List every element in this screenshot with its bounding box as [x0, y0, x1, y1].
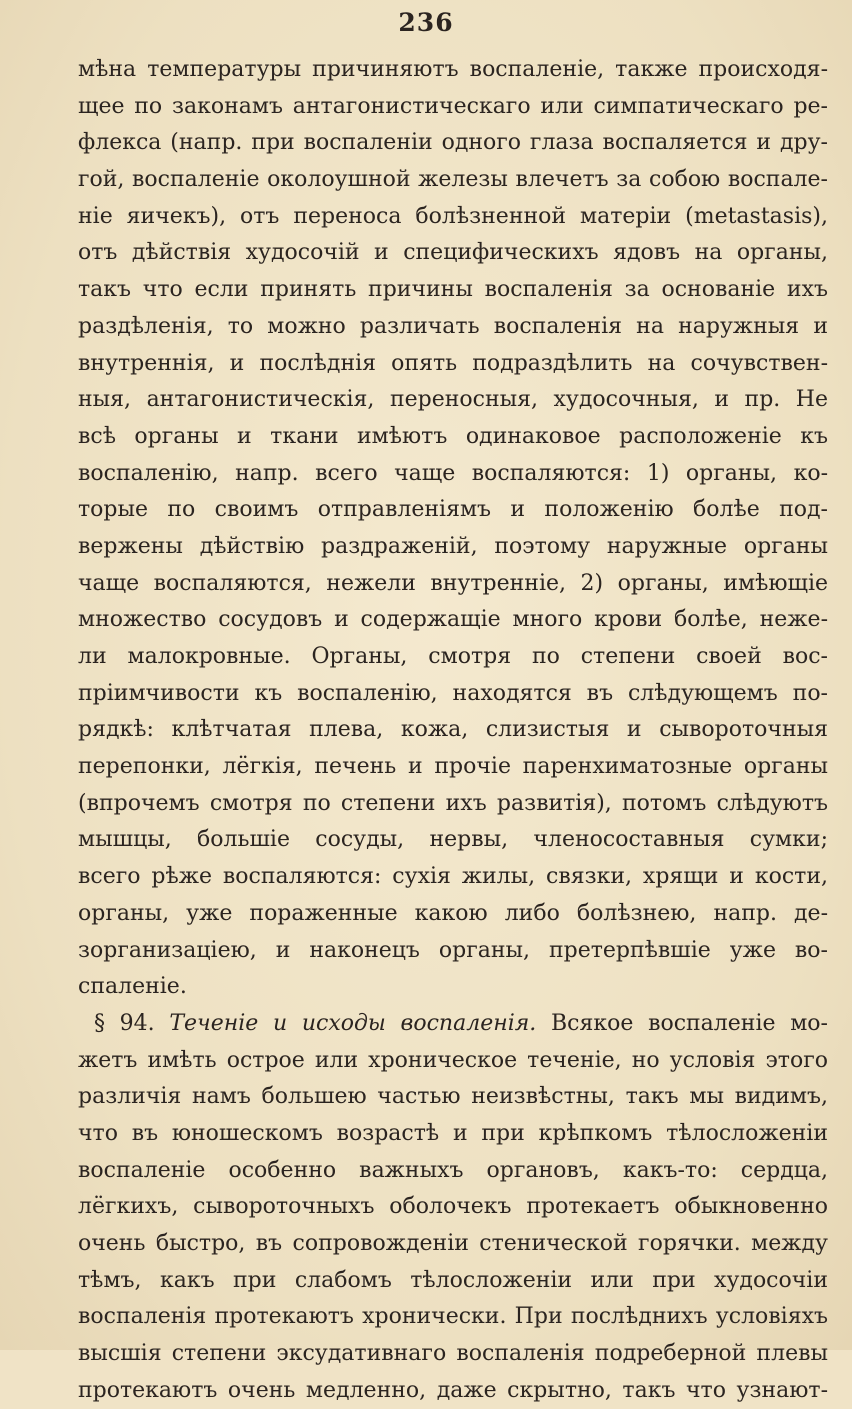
text-line: пріимчивости къ воспаленію, находятся въ слѣдующемъ по- — [78, 680, 828, 706]
text-line: всего рѣже воспаляются: сухія жилы, связки, хрящи и кости, — [78, 864, 828, 890]
text-line: вержены дѣйствію раздраженій, поэтому наружные органы — [78, 533, 828, 559]
section-mark: § 94. — [94, 1010, 155, 1036]
text-line: очень быстро, въ сопровожденіи стенической горячки. между — [78, 1231, 828, 1256]
text-line: органы, уже пораженные какою либо болѣзнею, напр. де- — [78, 900, 828, 926]
section-first-line-text: Всякое воспаленіе мо- — [551, 1010, 828, 1036]
text-line: ли малокровные. Органы, смотря по степени своей вос- — [78, 644, 828, 669]
text-line: что въ юношескомъ возрастѣ и при крѣпкомъ тѣлосложеніи — [78, 1120, 828, 1146]
text-line: спаленіе. — [78, 974, 187, 1000]
text-line: мѣна температуры причиняютъ воспаленіе, также происходя- — [78, 57, 828, 82]
body-text — [78, 52, 828, 1409]
text-line: (впрочемъ смотря по степени ихъ развитія), потомъ слѣдуютъ — [78, 790, 828, 816]
text-line: гой, воспаленіе околоушной железы влечетъ за собою воспале- — [78, 167, 828, 193]
text-line: жетъ имѣть острое или хроническое теченіе, но условія этого — [78, 1047, 828, 1073]
text-line: мышцы, большіе сосуды, нервы, членосоставныя сумки; — [78, 827, 828, 853]
page-number: 236 — [398, 8, 454, 37]
text-line: тѣмъ, какъ при слабомъ тѣлосложеніи или при худосочіи — [78, 1267, 828, 1293]
text-line: воспаленія протекаютъ хронически. При послѣднихъ условіяхъ — [78, 1304, 828, 1330]
text-line: множество сосудовъ и содержащіе много крови болѣе, неже- — [78, 607, 828, 633]
text-line: щее по законамъ антагонистическаго или симпатическаго ре- — [78, 93, 828, 119]
text-line: рядкѣ: клѣтчатая плева, кожа, слизистыя и сывороточныя — [78, 717, 828, 743]
text-line: всѣ органы и ткани имѣютъ одинаковое расположеніе къ — [78, 423, 828, 449]
text-line: флекса (напр. при воспаленіи одного глаза воспаляется и дру- — [78, 130, 828, 156]
text-line: раздѣленія, то можно различать воспаленія на наружныя и — [78, 313, 828, 339]
text-line: отъ дѣйствія худосочій и специфическихъ ядовъ на органы, — [78, 240, 828, 266]
text-line: лёгкихъ, сывороточныхъ оболочекъ протекаетъ обыкновенно — [78, 1194, 828, 1220]
text-line: протекаютъ очень медленно, даже скрытно, такъ что узнают- — [78, 1377, 828, 1403]
section-title: Теченіе и исходы воспаленія. — [169, 1010, 537, 1036]
text-line: высшія степени эксудативнаго воспаленія подреберной плевы — [78, 1341, 828, 1367]
section-heading-line — [78, 1006, 828, 1043]
text-line: различія намъ большею частью неизвѣстны, такъ мы видимъ, — [78, 1084, 828, 1110]
text-line: торые по своимъ отправленіямъ и положенію болѣе под- — [78, 497, 828, 523]
text-line: такъ что если принять причины воспаленія за основаніе ихъ — [78, 277, 828, 303]
text-line: внутреннія, и послѣднія опять подраздѣлить на сочувствен- — [78, 350, 828, 376]
text-line: воспаленію, напр. всего чаще воспаляются: 1) органы, ко- — [78, 460, 828, 486]
text-line: ніе яичекъ), отъ переноса болѣзненной матеріи (metastasis), — [78, 203, 828, 229]
text-line: чаще воспаляются, нежели внутренніе, 2) органы, имѣющіе — [78, 570, 828, 596]
text-line: ныя, антагонистическія, переносныя, худосочныя, и пр. Не — [78, 387, 828, 413]
text-line: перепонки, лёгкія, печень и прочіе паренхиматозные органы — [78, 754, 828, 780]
text-line: воспаленіе особенно важныхъ органовъ, какъ-то: сердца, — [78, 1157, 828, 1183]
text-line: зорганизаціею, и наконецъ органы, претерпѣвшіе уже во- — [78, 937, 828, 963]
